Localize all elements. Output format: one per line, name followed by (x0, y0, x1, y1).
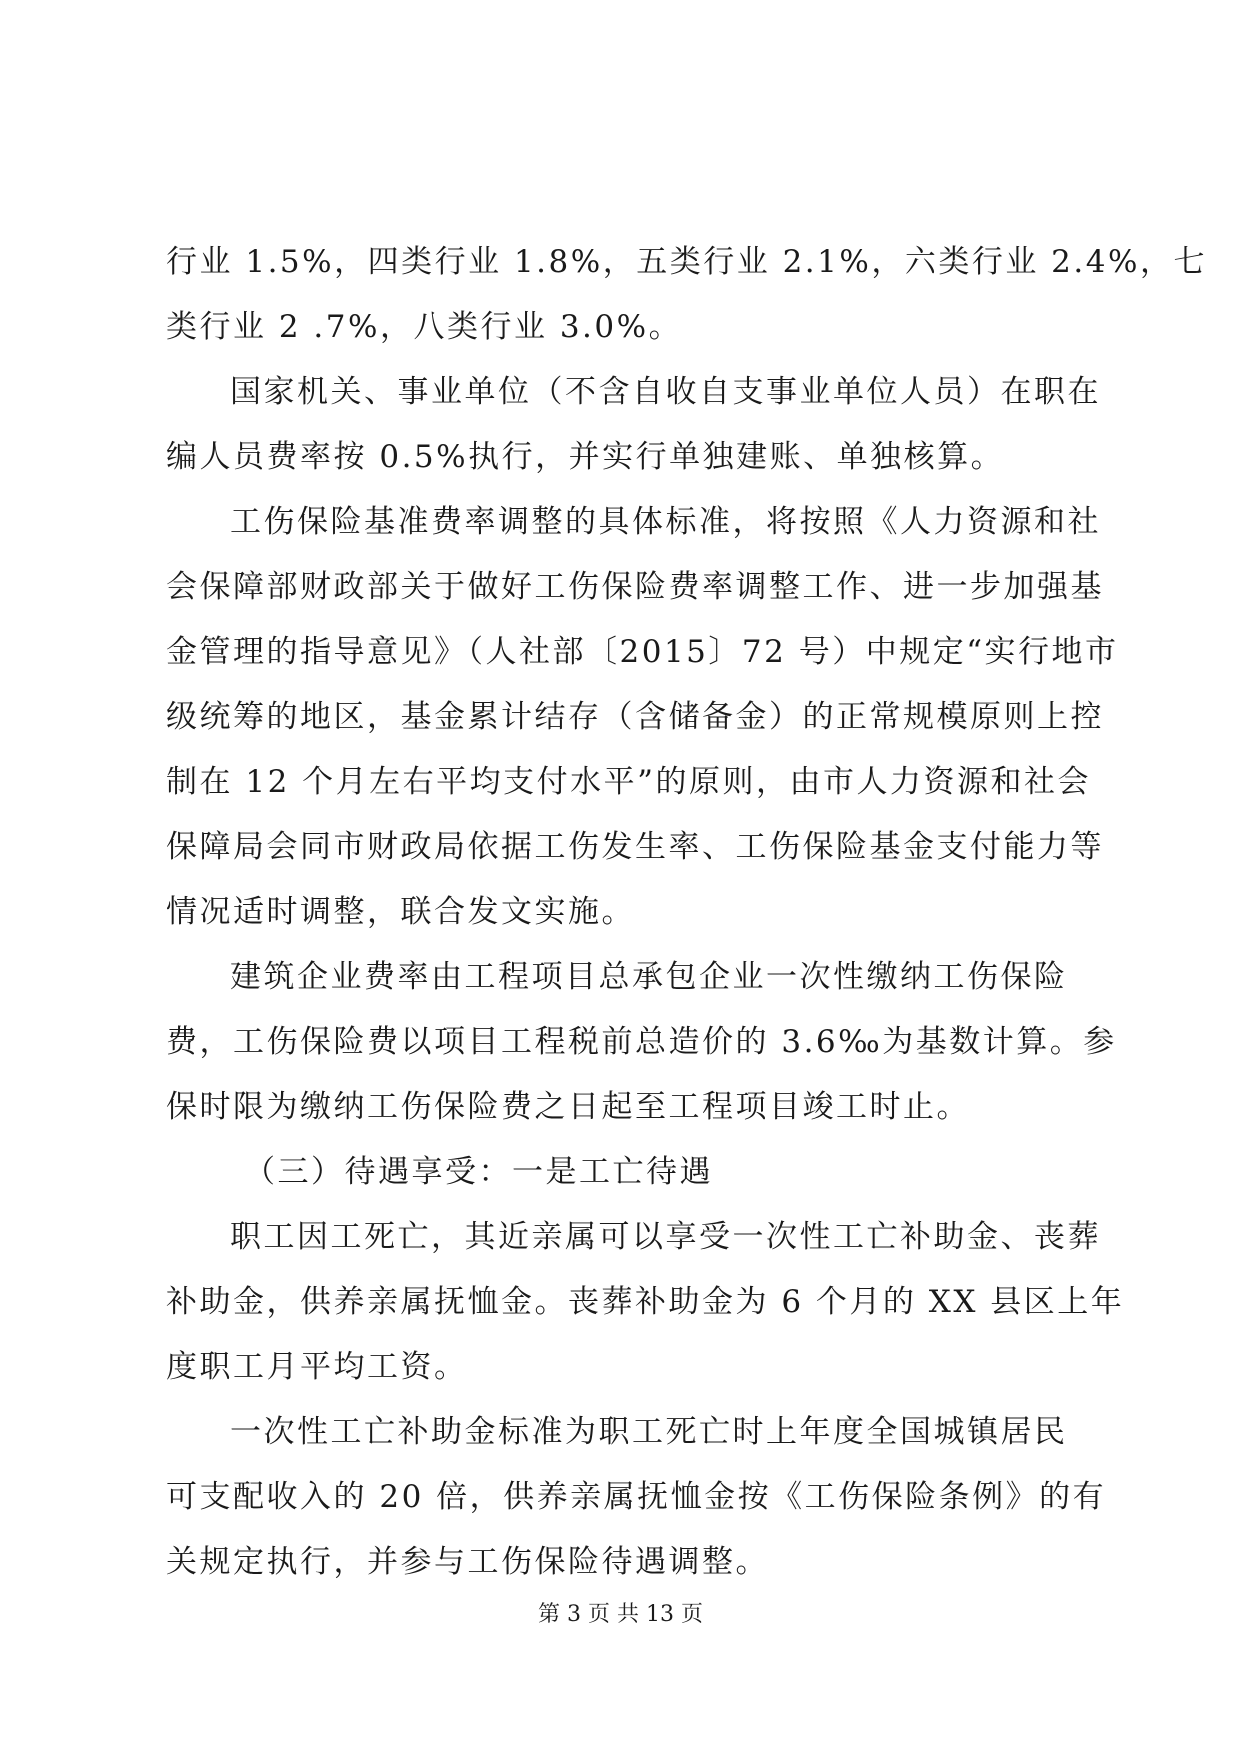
text-line: 情况适时调整，联合发文实施。 (166, 894, 635, 930)
text-line: 费，工伤保险费以项目工程税前总造价的 3.6‰为基数计算。参 (166, 1024, 1117, 1060)
text-line: 类行业 2 .7%，八类行业 3.0%。 (166, 309, 683, 345)
text-line: 级统筹的地区，基金累计结存（含储备金）的正常规模原则上控 (166, 699, 1104, 735)
text-line: 保障局会同市财政局依据工伤发生率、工伤保险基金支付能力等 (166, 829, 1104, 865)
text-line: 编人员费率按 0.5%执行，并实行单独建账、单独核算。 (166, 439, 1005, 475)
text-line: 保时限为缴纳工伤保险费之日起至工程项目竣工时止。 (166, 1089, 970, 1125)
text-line: 制在 12 个月左右平均支付水平”的原则，由市人力资源和社会 (166, 764, 1091, 800)
paragraph-start-line: 工伤保险基准费率调整的具体标准，将按照《人力资源和社 (230, 504, 1101, 540)
paragraph-start-line: 职工因工死亡，其近亲属可以享受一次性工亡补助金、丧葬 (230, 1219, 1101, 1255)
text-line: 可支配收入的 20 倍，供养亲属抚恤金按《工伤保险条例》的有 (166, 1479, 1107, 1515)
text-line: 关规定执行，并参与工伤保险待遇调整。 (166, 1544, 769, 1580)
page-number-footer: 第 3 页 共 13 页 (538, 1602, 703, 1627)
text-line: 补助金，供养亲属抚恤金。丧葬补助金为 6 个月的 XX 县区上年 (166, 1284, 1125, 1320)
text-line: 行业 1.5%，四类行业 1.8%，五类行业 2.1%，六类行业 2.4%，七 (166, 244, 1207, 280)
text-line: 金管理的指导意见》（人社部〔2015〕72 号）中规定“实行地市 (166, 634, 1119, 670)
text-line: 会保障部财政部关于做好工伤保险费率调整工作、进一步加强基 (166, 569, 1104, 605)
section-heading: （三）待遇享受：一是工亡待遇 (244, 1154, 713, 1190)
paragraph-start-line: 一次性工亡补助金标准为职工死亡时上年度全国城镇居民 (230, 1414, 1068, 1450)
document-body (166, 230, 1207, 1595)
text-line: 度职工月平均工资。 (166, 1349, 468, 1385)
paragraph-start-line: 国家机关、事业单位（不含自收自支事业单位人员）在职在 (230, 374, 1101, 410)
paragraph-start-line: 建筑企业费率由工程项目总承包企业一次性缴纳工伤保险 (230, 959, 1068, 995)
